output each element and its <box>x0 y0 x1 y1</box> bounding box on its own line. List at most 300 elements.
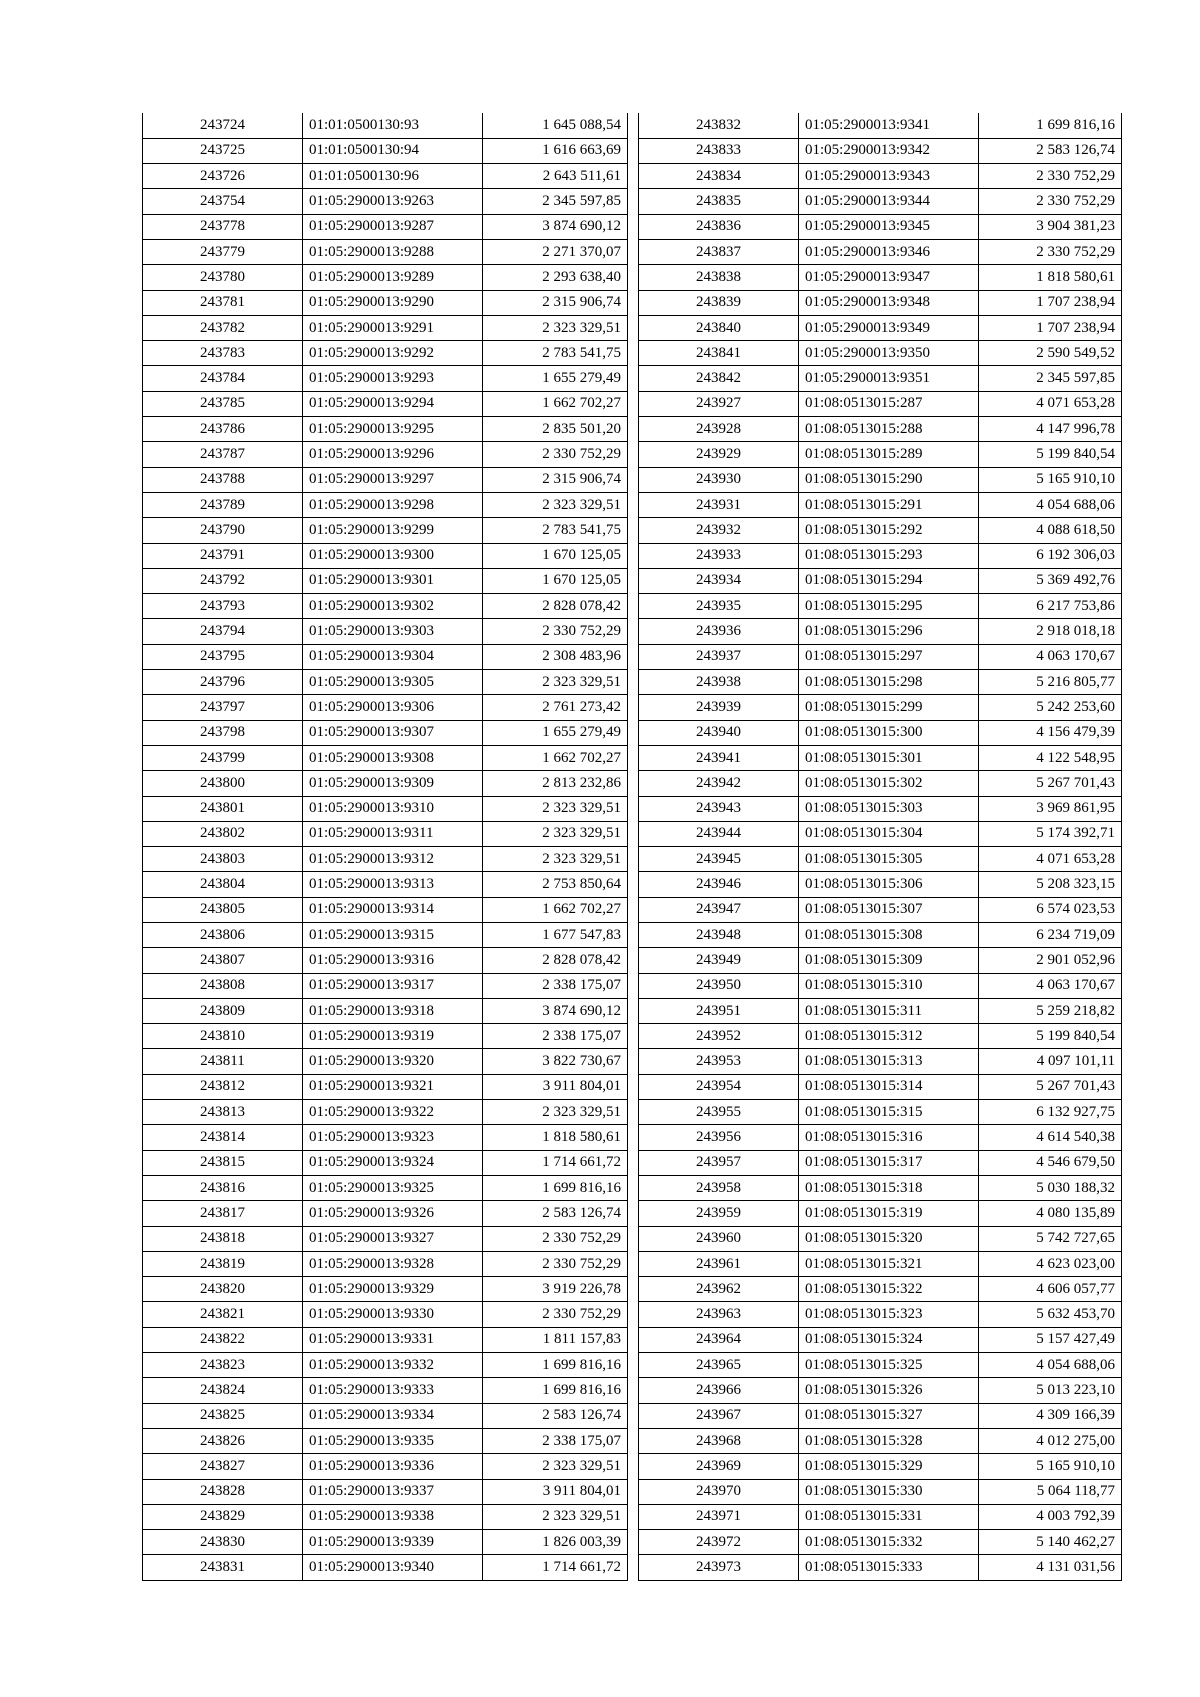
cadastral-number-cell: 01:08:0513015:324 <box>799 1327 979 1352</box>
table-row <box>639 720 1122 745</box>
table-row <box>639 821 1122 846</box>
table-row <box>143 366 628 391</box>
table-row <box>143 1201 628 1226</box>
row-number-cell: 243820 <box>143 1277 303 1302</box>
value-cell: 4 156 479,39 <box>979 720 1122 745</box>
row-number-cell: 243814 <box>143 1125 303 1150</box>
cadastral-number-cell: 01:05:2900013:9300 <box>303 543 483 568</box>
value-cell: 4 623 023,00 <box>979 1251 1122 1276</box>
value-cell: 2 323 329,51 <box>483 1504 628 1529</box>
row-number-cell: 243930 <box>639 467 799 492</box>
row-number-cell: 243940 <box>639 720 799 745</box>
table-row <box>143 1530 628 1555</box>
cadastral-number-cell: 01:08:0513015:311 <box>799 998 979 1023</box>
value-cell: 5 064 118,77 <box>979 1479 1122 1504</box>
row-number-cell: 243782 <box>143 315 303 340</box>
table-row <box>143 771 628 796</box>
table-row <box>639 315 1122 340</box>
value-cell: 1 677 547,83 <box>483 923 628 948</box>
cadastral-number-cell: 01:08:0513015:312 <box>799 1024 979 1049</box>
value-cell: 2 323 329,51 <box>483 796 628 821</box>
table-row <box>639 998 1122 1023</box>
row-number-cell: 243939 <box>639 695 799 720</box>
value-cell: 4 071 653,28 <box>979 847 1122 872</box>
row-number-cell: 243781 <box>143 290 303 315</box>
cadastral-number-cell: 01:08:0513015:313 <box>799 1049 979 1074</box>
value-cell: 2 901 052,96 <box>979 948 1122 973</box>
table-row <box>143 1353 628 1378</box>
value-cell: 4 122 548,95 <box>979 745 1122 770</box>
row-number-cell: 243792 <box>143 568 303 593</box>
value-cell: 5 369 492,76 <box>979 568 1122 593</box>
cadastral-number-cell: 01:05:2900013:9324 <box>303 1150 483 1175</box>
row-number-cell: 243842 <box>639 366 799 391</box>
cadastral-number-cell: 01:05:2900013:9322 <box>303 1100 483 1125</box>
table-row <box>639 467 1122 492</box>
row-number-cell: 243811 <box>143 1049 303 1074</box>
table-row <box>143 923 628 948</box>
table-row <box>143 1150 628 1175</box>
value-cell: 2 330 752,29 <box>483 619 628 644</box>
table-row <box>639 1100 1122 1125</box>
table-row <box>639 1428 1122 1453</box>
value-cell: 2 323 329,51 <box>483 492 628 517</box>
value-cell: 5 208 323,15 <box>979 872 1122 897</box>
table-row <box>639 1555 1122 1580</box>
cadastral-number-cell: 01:05:2900013:9295 <box>303 417 483 442</box>
value-cell: 6 192 306,03 <box>979 543 1122 568</box>
table-row <box>639 113 1122 138</box>
value-cell: 2 330 752,29 <box>483 1251 628 1276</box>
table-row <box>639 1251 1122 1276</box>
value-cell: 2 323 329,51 <box>483 670 628 695</box>
row-number-cell: 243934 <box>639 568 799 593</box>
value-cell: 1 699 816,16 <box>483 1175 628 1200</box>
cadastral-number-cell: 01:08:0513015:323 <box>799 1302 979 1327</box>
cadastral-number-cell: 01:05:2900013:9313 <box>303 872 483 897</box>
cadastral-number-cell: 01:05:2900013:9336 <box>303 1454 483 1479</box>
row-number-cell: 243830 <box>143 1530 303 1555</box>
table-row <box>639 265 1122 290</box>
value-cell: 4 012 275,00 <box>979 1428 1122 1453</box>
cadastral-number-cell: 01:08:0513015:326 <box>799 1378 979 1403</box>
row-number-cell: 243789 <box>143 492 303 517</box>
value-cell: 1 662 702,27 <box>483 391 628 416</box>
cadastral-number-cell: 01:05:2900013:9332 <box>303 1353 483 1378</box>
table-row <box>639 1024 1122 1049</box>
value-cell: 5 259 218,82 <box>979 998 1122 1023</box>
row-number-cell: 243826 <box>143 1428 303 1453</box>
row-number-cell: 243785 <box>143 391 303 416</box>
table-row <box>639 771 1122 796</box>
row-number-cell: 243780 <box>143 265 303 290</box>
cadastral-number-cell: 01:05:2900013:9293 <box>303 366 483 391</box>
table-row <box>143 1125 628 1150</box>
row-number-cell: 243970 <box>639 1479 799 1504</box>
cadastral-number-cell: 01:05:2900013:9316 <box>303 948 483 973</box>
table-row <box>639 796 1122 821</box>
value-cell: 2 330 752,29 <box>483 1302 628 1327</box>
value-cell: 1 818 580,61 <box>483 1125 628 1150</box>
value-cell: 3 822 730,67 <box>483 1049 628 1074</box>
value-cell: 2 828 078,42 <box>483 948 628 973</box>
cadastral-number-cell: 01:05:2900013:9292 <box>303 341 483 366</box>
cadastral-number-cell: 01:05:2900013:9263 <box>303 189 483 214</box>
cadastral-number-cell: 01:05:2900013:9347 <box>799 265 979 290</box>
cadastral-number-cell: 01:08:0513015:308 <box>799 923 979 948</box>
table-row <box>143 998 628 1023</box>
value-cell: 2 271 370,07 <box>483 239 628 264</box>
table-row <box>639 1479 1122 1504</box>
table-row <box>143 1454 628 1479</box>
value-cell: 2 330 752,29 <box>483 442 628 467</box>
cadastral-number-cell: 01:05:2900013:9334 <box>303 1403 483 1428</box>
row-number-cell: 243931 <box>639 492 799 517</box>
row-number-cell: 243933 <box>639 543 799 568</box>
value-cell: 6 574 023,53 <box>979 897 1122 922</box>
value-cell: 2 590 549,52 <box>979 341 1122 366</box>
left-table <box>142 113 628 1581</box>
table-row <box>639 1074 1122 1099</box>
cadastral-number-cell: 01:08:0513015:332 <box>799 1530 979 1555</box>
cadastral-number-cell: 01:05:2900013:9290 <box>303 290 483 315</box>
table-row <box>143 518 628 543</box>
row-number-cell: 243796 <box>143 670 303 695</box>
row-number-cell: 243963 <box>639 1302 799 1327</box>
value-cell: 2 330 752,29 <box>979 189 1122 214</box>
table-row <box>143 1226 628 1251</box>
table-row <box>143 1504 628 1529</box>
cadastral-number-cell: 01:05:2900013:9341 <box>799 113 979 138</box>
cadastral-number-cell: 01:08:0513015:327 <box>799 1403 979 1428</box>
value-cell: 5 165 910,10 <box>979 1454 1122 1479</box>
cadastral-number-cell: 01:05:2900013:9348 <box>799 290 979 315</box>
row-number-cell: 243797 <box>143 695 303 720</box>
cadastral-number-cell: 01:05:2900013:9349 <box>799 315 979 340</box>
table-row <box>639 290 1122 315</box>
value-cell: 2 761 273,42 <box>483 695 628 720</box>
table-row <box>143 1049 628 1074</box>
row-number-cell: 243929 <box>639 442 799 467</box>
row-number-cell: 243778 <box>143 214 303 239</box>
cadastral-number-cell: 01:05:2900013:9296 <box>303 442 483 467</box>
row-number-cell: 243948 <box>639 923 799 948</box>
cadastral-number-cell: 01:08:0513015:318 <box>799 1175 979 1200</box>
row-number-cell: 243839 <box>639 290 799 315</box>
table-row <box>639 897 1122 922</box>
cadastral-number-cell: 01:05:2900013:9317 <box>303 973 483 998</box>
table-row <box>143 568 628 593</box>
cadastral-number-cell: 01:05:2900013:9287 <box>303 214 483 239</box>
row-number-cell: 243938 <box>639 670 799 695</box>
row-number-cell: 243833 <box>639 138 799 163</box>
table-row <box>143 847 628 872</box>
value-cell: 2 813 232,86 <box>483 771 628 796</box>
value-cell: 3 969 861,95 <box>979 796 1122 821</box>
table-row <box>143 973 628 998</box>
cadastral-number-cell: 01:05:2900013:9318 <box>303 998 483 1023</box>
row-number-cell: 243815 <box>143 1150 303 1175</box>
row-number-cell: 243949 <box>639 948 799 973</box>
table-row <box>639 847 1122 872</box>
row-number-cell: 243952 <box>639 1024 799 1049</box>
row-number-cell: 243836 <box>639 214 799 239</box>
table-row <box>639 1049 1122 1074</box>
row-number-cell: 243828 <box>143 1479 303 1504</box>
cadastral-number-cell: 01:05:2900013:9308 <box>303 745 483 770</box>
value-cell: 5 267 701,43 <box>979 1074 1122 1099</box>
table-row <box>639 1454 1122 1479</box>
row-number-cell: 243804 <box>143 872 303 897</box>
cadastral-number-cell: 01:05:2900013:9302 <box>303 594 483 619</box>
table-row <box>639 164 1122 189</box>
value-cell: 2 918 018,18 <box>979 619 1122 644</box>
row-number-cell: 243825 <box>143 1403 303 1428</box>
table-row <box>639 391 1122 416</box>
left-table-body <box>143 113 628 1580</box>
cadastral-number-cell: 01:08:0513015:333 <box>799 1555 979 1580</box>
value-cell: 4 063 170,67 <box>979 644 1122 669</box>
value-cell: 2 323 329,51 <box>483 847 628 872</box>
row-number-cell: 243824 <box>143 1378 303 1403</box>
value-cell: 2 835 501,20 <box>483 417 628 442</box>
table-row <box>143 720 628 745</box>
cadastral-number-cell: 01:08:0513015:288 <box>799 417 979 442</box>
table-row <box>143 670 628 695</box>
table-row <box>143 1378 628 1403</box>
cadastral-number-cell: 01:01:0500130:93 <box>303 113 483 138</box>
cadastral-number-cell: 01:08:0513015:328 <box>799 1428 979 1453</box>
row-number-cell: 243840 <box>639 315 799 340</box>
row-number-cell: 243967 <box>639 1403 799 1428</box>
row-number-cell: 243968 <box>639 1428 799 1453</box>
row-number-cell: 243943 <box>639 796 799 821</box>
cadastral-number-cell: 01:05:2900013:9294 <box>303 391 483 416</box>
cadastral-number-cell: 01:08:0513015:310 <box>799 973 979 998</box>
row-number-cell: 243969 <box>639 1454 799 1479</box>
cadastral-number-cell: 01:08:0513015:304 <box>799 821 979 846</box>
cadastral-number-cell: 01:08:0513015:298 <box>799 670 979 695</box>
value-cell: 2 323 329,51 <box>483 1454 628 1479</box>
table-row <box>639 594 1122 619</box>
table-row <box>143 1479 628 1504</box>
cadastral-number-cell: 01:08:0513015:320 <box>799 1226 979 1251</box>
cadastral-number-cell: 01:05:2900013:9298 <box>303 492 483 517</box>
row-number-cell: 243799 <box>143 745 303 770</box>
row-number-cell: 243829 <box>143 1504 303 1529</box>
row-number-cell: 243784 <box>143 366 303 391</box>
cadastral-number-cell: 01:08:0513015:293 <box>799 543 979 568</box>
value-cell: 3 911 804,01 <box>483 1479 628 1504</box>
value-cell: 2 293 638,40 <box>483 265 628 290</box>
value-cell: 2 643 511,61 <box>483 164 628 189</box>
cadastral-number-cell: 01:08:0513015:301 <box>799 745 979 770</box>
row-number-cell: 243726 <box>143 164 303 189</box>
value-cell: 4 546 679,50 <box>979 1150 1122 1175</box>
table-row <box>143 619 628 644</box>
cadastral-number-cell: 01:08:0513015:329 <box>799 1454 979 1479</box>
value-cell: 1 699 816,16 <box>979 113 1122 138</box>
right-table <box>638 113 1122 1581</box>
value-cell: 5 267 701,43 <box>979 771 1122 796</box>
value-cell: 3 874 690,12 <box>483 214 628 239</box>
value-cell: 3 919 226,78 <box>483 1277 628 1302</box>
row-number-cell: 243817 <box>143 1201 303 1226</box>
cadastral-number-cell: 01:05:2900013:9305 <box>303 670 483 695</box>
table-row <box>143 695 628 720</box>
row-number-cell: 243953 <box>639 1049 799 1074</box>
row-number-cell: 243810 <box>143 1024 303 1049</box>
value-cell: 1 662 702,27 <box>483 745 628 770</box>
cadastral-number-cell: 01:05:2900013:9342 <box>799 138 979 163</box>
value-cell: 3 904 381,23 <box>979 214 1122 239</box>
row-number-cell: 243787 <box>143 442 303 467</box>
table-row <box>143 594 628 619</box>
cadastral-number-cell: 01:05:2900013:9337 <box>303 1479 483 1504</box>
table-row <box>639 518 1122 543</box>
row-number-cell: 243795 <box>143 644 303 669</box>
value-cell: 2 783 541,75 <box>483 341 628 366</box>
table-row <box>639 1530 1122 1555</box>
table-row <box>639 1302 1122 1327</box>
value-cell: 4 606 057,77 <box>979 1277 1122 1302</box>
row-number-cell: 243835 <box>639 189 799 214</box>
table-row <box>143 214 628 239</box>
value-cell: 4 054 688,06 <box>979 1353 1122 1378</box>
row-number-cell: 243944 <box>639 821 799 846</box>
table-row <box>143 1100 628 1125</box>
value-cell: 2 315 906,74 <box>483 467 628 492</box>
table-row <box>639 214 1122 239</box>
table-row <box>143 543 628 568</box>
row-number-cell: 243822 <box>143 1327 303 1352</box>
value-cell: 6 132 927,75 <box>979 1100 1122 1125</box>
value-cell: 1 707 238,94 <box>979 290 1122 315</box>
value-cell: 1 714 661,72 <box>483 1555 628 1580</box>
cadastral-number-cell: 01:05:2900013:9333 <box>303 1378 483 1403</box>
value-cell: 2 345 597,85 <box>979 366 1122 391</box>
cadastral-number-cell: 01:08:0513015:303 <box>799 796 979 821</box>
cadastral-number-cell: 01:05:2900013:9289 <box>303 265 483 290</box>
value-cell: 1 645 088,54 <box>483 113 628 138</box>
cadastral-number-cell: 01:08:0513015:291 <box>799 492 979 517</box>
table-row <box>143 1251 628 1276</box>
cadastral-number-cell: 01:01:0500130:94 <box>303 138 483 163</box>
cadastral-number-cell: 01:08:0513015:289 <box>799 442 979 467</box>
row-number-cell: 243959 <box>639 1201 799 1226</box>
value-cell: 2 783 541,75 <box>483 518 628 543</box>
cadastral-number-cell: 01:01:0500130:96 <box>303 164 483 189</box>
value-cell: 4 131 031,56 <box>979 1555 1122 1580</box>
value-cell: 4 097 101,11 <box>979 1049 1122 1074</box>
table-row <box>639 492 1122 517</box>
cadastral-number-cell: 01:05:2900013:9311 <box>303 821 483 846</box>
cadastral-number-cell: 01:05:2900013:9303 <box>303 619 483 644</box>
value-cell: 2 323 329,51 <box>483 821 628 846</box>
row-number-cell: 243956 <box>639 1125 799 1150</box>
table-row <box>639 745 1122 770</box>
row-number-cell: 243958 <box>639 1175 799 1200</box>
value-cell: 1 655 279,49 <box>483 366 628 391</box>
row-number-cell: 243971 <box>639 1504 799 1529</box>
cadastral-number-cell: 01:05:2900013:9319 <box>303 1024 483 1049</box>
row-number-cell: 243941 <box>639 745 799 770</box>
table-row <box>143 113 628 138</box>
row-number-cell: 243808 <box>143 973 303 998</box>
row-number-cell: 243793 <box>143 594 303 619</box>
row-number-cell: 243819 <box>143 1251 303 1276</box>
table-row <box>639 138 1122 163</box>
value-cell: 2 583 126,74 <box>483 1201 628 1226</box>
table-row <box>639 239 1122 264</box>
value-cell: 2 583 126,74 <box>979 138 1122 163</box>
cadastral-number-cell: 01:08:0513015:314 <box>799 1074 979 1099</box>
cadastral-number-cell: 01:05:2900013:9344 <box>799 189 979 214</box>
value-cell: 1 707 238,94 <box>979 315 1122 340</box>
row-number-cell: 243927 <box>639 391 799 416</box>
row-number-cell: 243831 <box>143 1555 303 1580</box>
row-number-cell: 243935 <box>639 594 799 619</box>
row-number-cell: 243945 <box>639 847 799 872</box>
cadastral-number-cell: 01:05:2900013:9340 <box>303 1555 483 1580</box>
row-number-cell: 243966 <box>639 1378 799 1403</box>
table-row <box>143 290 628 315</box>
row-number-cell: 243823 <box>143 1353 303 1378</box>
row-number-cell: 243800 <box>143 771 303 796</box>
row-number-cell: 243834 <box>639 164 799 189</box>
cadastral-number-cell: 01:08:0513015:322 <box>799 1277 979 1302</box>
cadastral-number-cell: 01:05:2900013:9304 <box>303 644 483 669</box>
cadastral-number-cell: 01:05:2900013:9299 <box>303 518 483 543</box>
value-cell: 5 140 462,27 <box>979 1530 1122 1555</box>
row-number-cell: 243947 <box>639 897 799 922</box>
value-cell: 3 874 690,12 <box>483 998 628 1023</box>
value-cell: 5 165 910,10 <box>979 467 1122 492</box>
cadastral-number-cell: 01:08:0513015:295 <box>799 594 979 619</box>
row-number-cell: 243818 <box>143 1226 303 1251</box>
cadastral-number-cell: 01:05:2900013:9351 <box>799 366 979 391</box>
value-cell: 1 811 157,83 <box>483 1327 628 1352</box>
table-row <box>639 695 1122 720</box>
row-number-cell: 243809 <box>143 998 303 1023</box>
row-number-cell: 243955 <box>639 1100 799 1125</box>
value-cell: 1 826 003,39 <box>483 1530 628 1555</box>
value-cell: 3 911 804,01 <box>483 1074 628 1099</box>
row-number-cell: 243812 <box>143 1074 303 1099</box>
table-row <box>143 948 628 973</box>
table-row <box>143 745 628 770</box>
table-row <box>639 543 1122 568</box>
table-row <box>143 821 628 846</box>
row-number-cell: 243957 <box>639 1150 799 1175</box>
value-cell: 5 199 840,54 <box>979 442 1122 467</box>
row-number-cell: 243790 <box>143 518 303 543</box>
table-row <box>143 897 628 922</box>
table-row <box>639 872 1122 897</box>
row-number-cell: 243827 <box>143 1454 303 1479</box>
value-cell: 5 174 392,71 <box>979 821 1122 846</box>
cadastral-number-cell: 01:05:2900013:9335 <box>303 1428 483 1453</box>
table-row <box>639 341 1122 366</box>
table-row <box>639 568 1122 593</box>
value-cell: 2 330 752,29 <box>483 1226 628 1251</box>
value-cell: 4 003 792,39 <box>979 1504 1122 1529</box>
row-number-cell: 243965 <box>639 1353 799 1378</box>
row-number-cell: 243754 <box>143 189 303 214</box>
value-cell: 1 818 580,61 <box>979 265 1122 290</box>
cadastral-number-cell: 01:05:2900013:9315 <box>303 923 483 948</box>
row-number-cell: 243724 <box>143 113 303 138</box>
